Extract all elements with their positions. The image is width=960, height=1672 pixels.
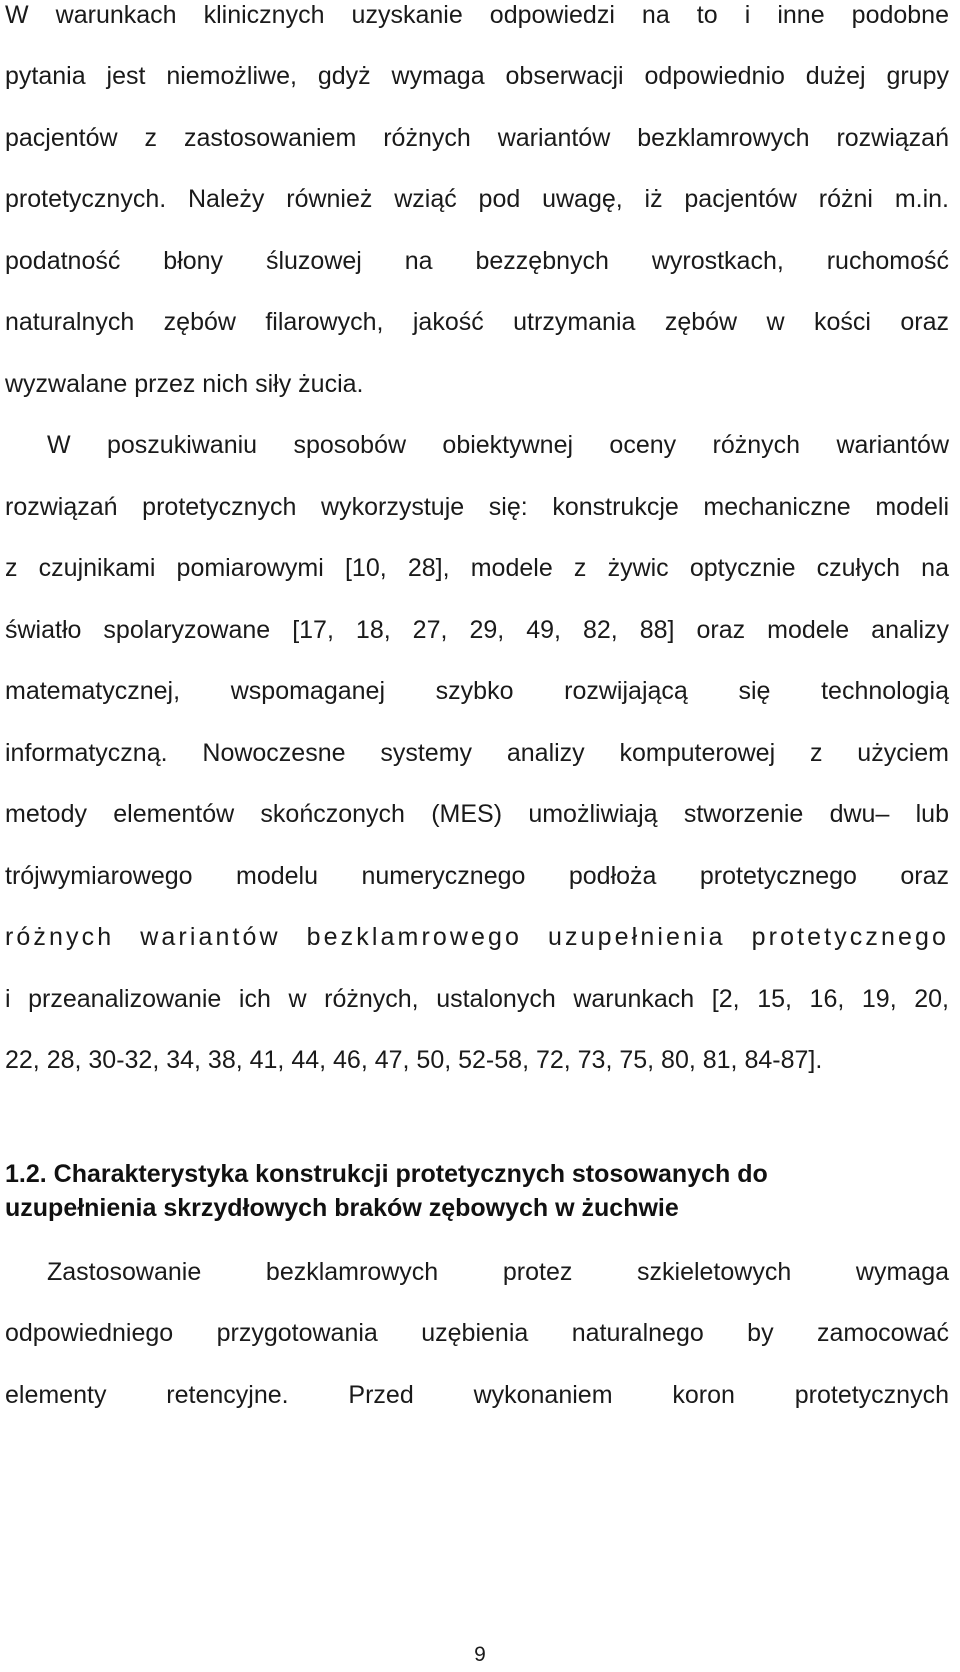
paragraph-line: pytania jest niemożliwe, gdyż wymaga obserwacji odpowiednio dużej grupy xyxy=(5,62,949,90)
paragraph-line: podatność błony śluzowej na bezzębnych wyrostkach, ruchomość xyxy=(5,247,949,275)
paragraph-line: informatyczną. Nowoczesne systemy analizy komputerowej z użyciem xyxy=(5,739,949,767)
paragraph-line: Zastosowanie bezklamrowych protez szkieletowych wymaga xyxy=(47,1258,949,1286)
section-heading-line: uzupełnienia skrzydłowych braków zębowych w żuchwie xyxy=(5,1194,679,1222)
paragraph-line: W poszukiwaniu sposobów obiektywnej oceny różnych wariantów xyxy=(47,431,949,459)
paragraph-line: W warunkach klinicznych uzyskanie odpowiedzi na to i inne podobne xyxy=(5,1,949,29)
paragraph-line: rozwiązań protetycznych wykorzystuje się: konstrukcje mechaniczne modeli xyxy=(5,493,949,521)
paragraph-line: trójwymiarowego modelu numerycznego podłoża protetycznego oraz xyxy=(5,862,949,890)
section-heading-line: 1.2. Charakterystyka konstrukcji protetycznych stosowanych do xyxy=(5,1160,768,1188)
paragraph-line: naturalnych zębów filarowych, jakość utrzymania zębów w kości oraz xyxy=(5,308,949,336)
page-number: 9 xyxy=(474,1643,486,1666)
paragraph-line: elementy retencyjne. Przed wykonaniem koron protetycznych xyxy=(5,1381,949,1409)
paragraph-line: różnych wariantów bezklamrowego uzupełnienia protetycznego xyxy=(5,923,949,951)
paragraph-line: światło spolaryzowane [17, 18, 27, 29, 49, 82, 88] oraz modele analizy xyxy=(5,616,949,644)
paragraph-line: matematycznej, wspomaganej szybko rozwijającą się technologią xyxy=(5,677,949,705)
paragraph-line: metody elementów skończonych (MES) umożliwiają stworzenie dwu– lub xyxy=(5,800,949,828)
paragraph-line: z czujnikami pomiarowymi [10, 28], modele z żywic optycznie czułych na xyxy=(5,554,949,582)
paragraph-line: 22, 28, 30-32, 34, 38, 41, 44, 46, 47, 50, 52-58, 72, 73, 75, 80, 81, 84-87]. xyxy=(5,1046,823,1074)
paragraph-line: wyzwalane przez nich siły żucia. xyxy=(5,370,364,398)
paragraph-line: odpowiedniego przygotowania uzębienia naturalnego by zamocować xyxy=(5,1319,949,1347)
paragraph-line: i przeanalizowanie ich w różnych, ustalonych warunkach [2, 15, 16, 19, 20, xyxy=(5,985,949,1013)
paragraph-line: protetycznych. Należy również wziąć pod uwagę, iż pacjentów różni m.in. xyxy=(5,185,949,213)
paragraph-line: pacjentów z zastosowaniem różnych wariantów bezklamrowych rozwiązań xyxy=(5,124,949,152)
